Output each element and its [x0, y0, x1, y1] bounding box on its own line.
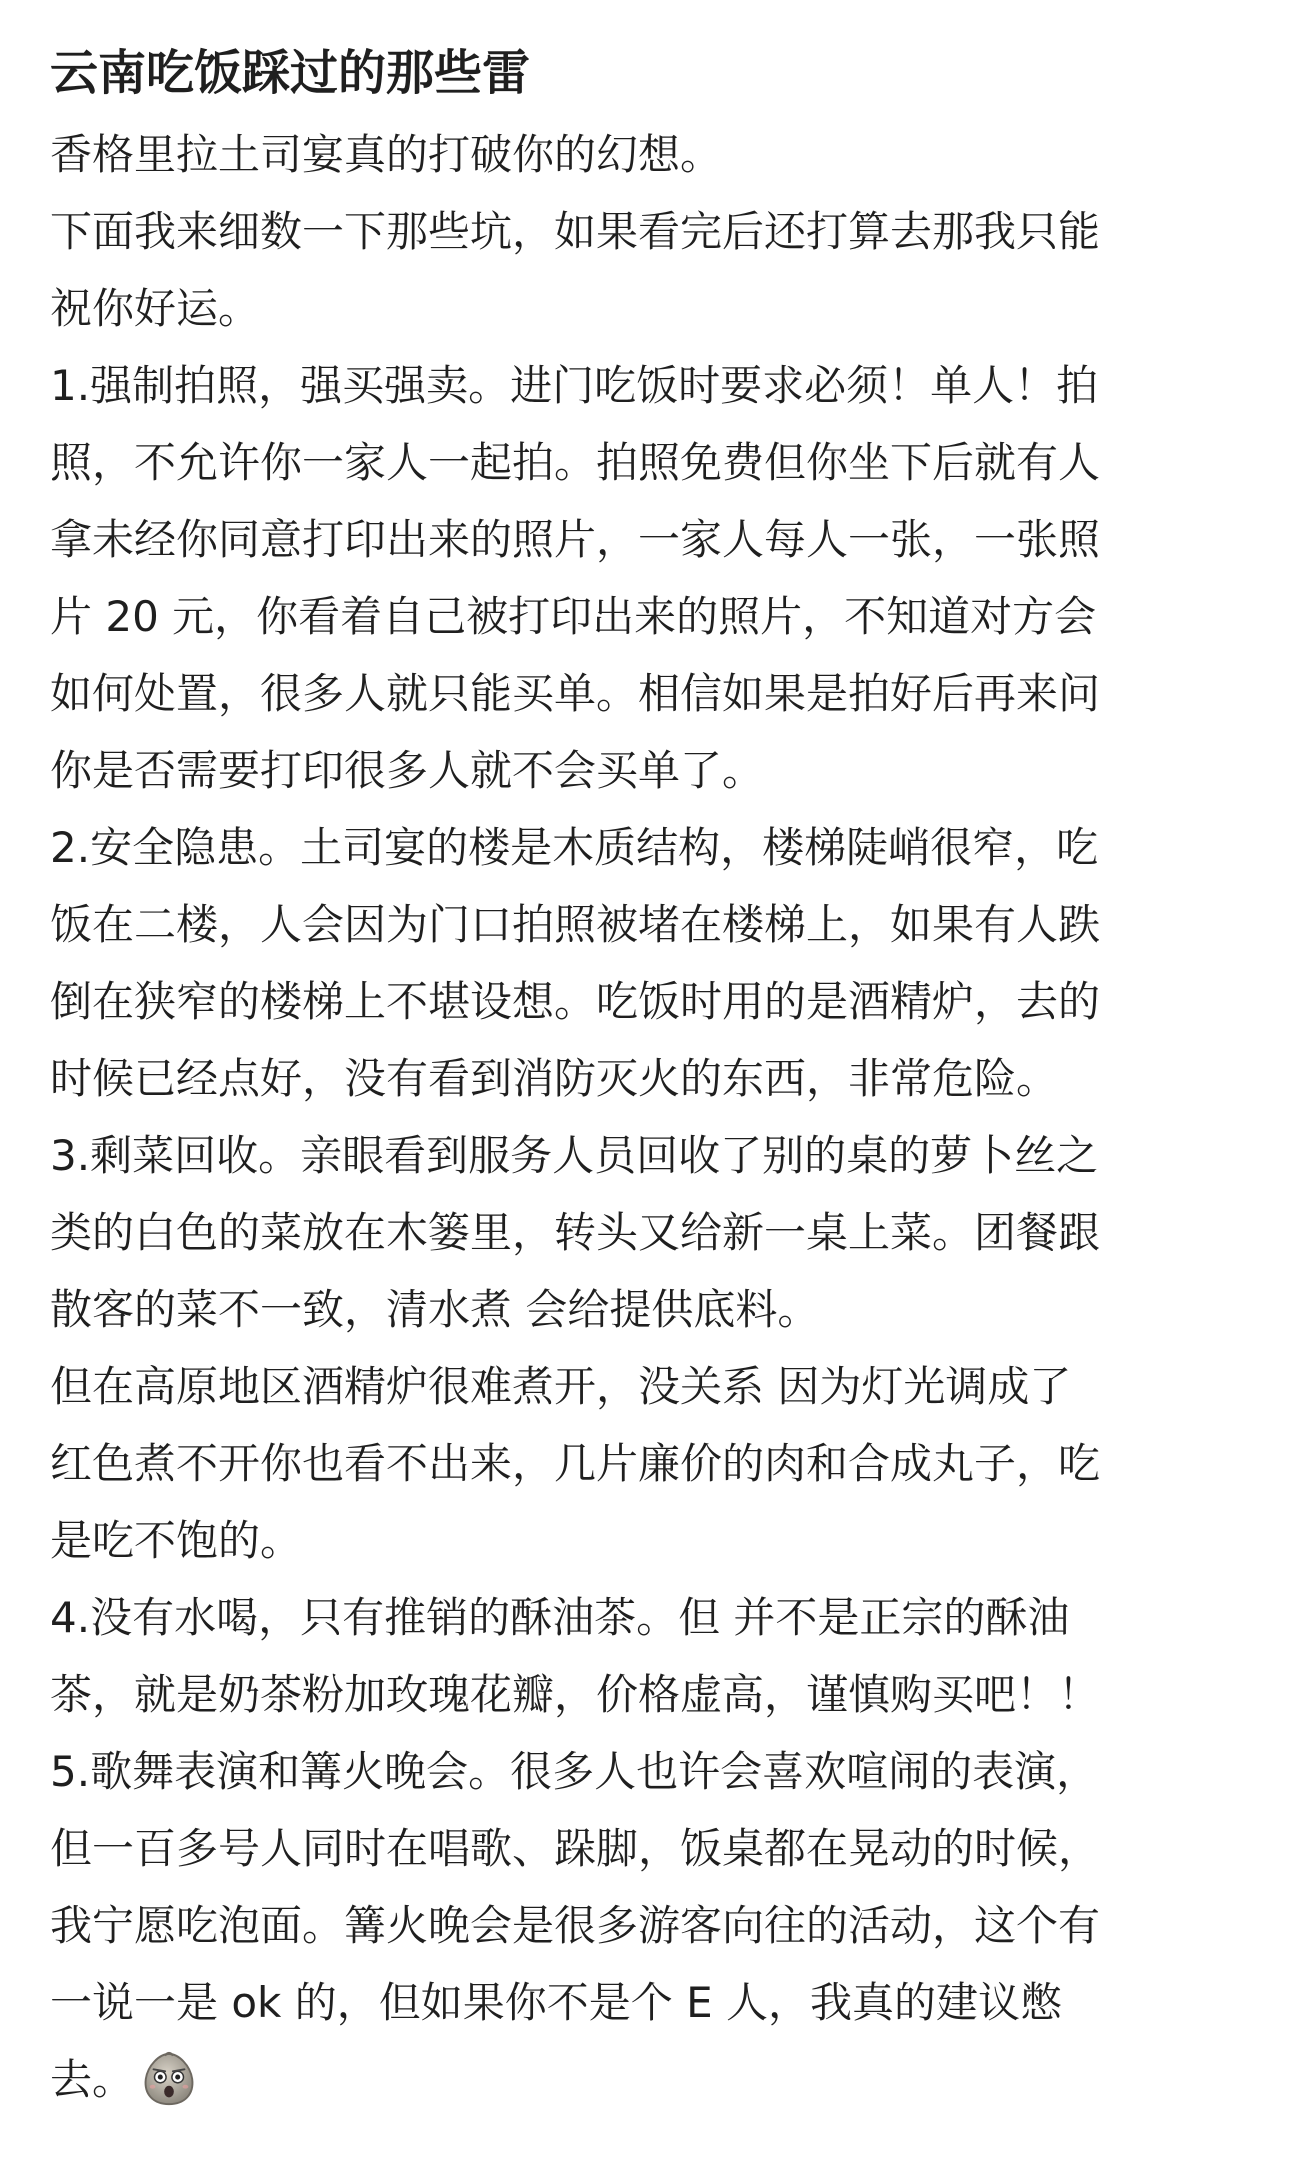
body-line: 类的白色的菜放在木篓里，转头又给新一桌上菜。团餐跟 — [50, 1208, 1101, 1257]
body-line: 一说一是 ok 的，但如果你不是个 E 人，我真的建议憋 — [50, 1978, 1062, 2027]
body-line: 红色煮不开你也看不出来，几片廉价的肉和合成丸子，吃 — [50, 1439, 1101, 1488]
post-title: 云南吃饭踩过的那些雷 — [50, 45, 531, 101]
post-body — [50, 116, 1240, 2118]
body-line-text: 去。 — [50, 2055, 135, 2104]
body-line: 茶，就是奶茶粉加玫瑰花瓣，价格虚高，谨慎购买吧！！ — [50, 1670, 1101, 1719]
body-line: 香格里拉土司宴真的打破你的幻想。 — [50, 130, 723, 179]
body-line: 祝你好运。 — [50, 284, 261, 333]
body-line: 4.没有水喝，只有推销的酥油茶。但 并不是正宗的酥油 — [50, 1593, 1070, 1642]
body-line: 时候已经点好，没有看到消防灭火的东西，非常危险。 — [50, 1054, 1059, 1103]
body-line: 但一百多号人同时在唱歌、跺脚，饭桌都在晃动的时候， — [50, 1824, 1101, 1873]
shocked-face-icon — [140, 2050, 198, 2108]
body-line-last — [50, 2041, 1240, 2118]
body-line: 但在高原地区酒精炉很难煮开，没关系 因为灯光调成了 — [50, 1362, 1072, 1411]
body-line: 3.剩菜回收。亲眼看到服务人员回收了别的桌的萝卜丝之 — [50, 1131, 1099, 1180]
body-line: 饭在二楼，人会因为门口拍照被堵在楼梯上，如果有人跌 — [50, 900, 1101, 949]
body-line: 如何处置，很多人就只能买单。相信如果是拍好后再来问 — [50, 669, 1101, 718]
body-line: 下面我来细数一下那些坑，如果看完后还打算去那我只能 — [50, 207, 1101, 256]
body-line: 2.安全隐患。土司宴的楼是木质结构，楼梯陡峭很窄，吃 — [50, 823, 1099, 872]
body-line: 片 20 元，你看着自己被打印出来的照片，不知道对方会 — [50, 592, 1097, 641]
body-line: 5.歌舞表演和篝火晚会。很多人也许会喜欢喧闹的表演， — [50, 1747, 1099, 1796]
body-line: 1.强制拍照，强买强卖。进门吃饭时要求必须！单人！拍 — [50, 361, 1099, 410]
body-line: 拿未经你同意打印出来的照片，一家人每人一张，一张照 — [50, 515, 1101, 564]
body-line: 倒在狭窄的楼梯上不堪设想。吃饭时用的是酒精炉，去的 — [50, 977, 1101, 1026]
body-line: 我宁愿吃泡面。篝火晚会是很多游客向往的活动，这个有 — [50, 1901, 1101, 1950]
body-line: 照，不允许你一家人一起拍。拍照免费但你坐下后就有人 — [50, 438, 1101, 487]
body-line: 散客的菜不一致，清水煮 会给提供底料。 — [50, 1285, 820, 1334]
body-line: 你是否需要打印很多人就不会买单了。 — [50, 746, 765, 795]
body-line: 是吃不饱的。 — [50, 1516, 303, 1565]
